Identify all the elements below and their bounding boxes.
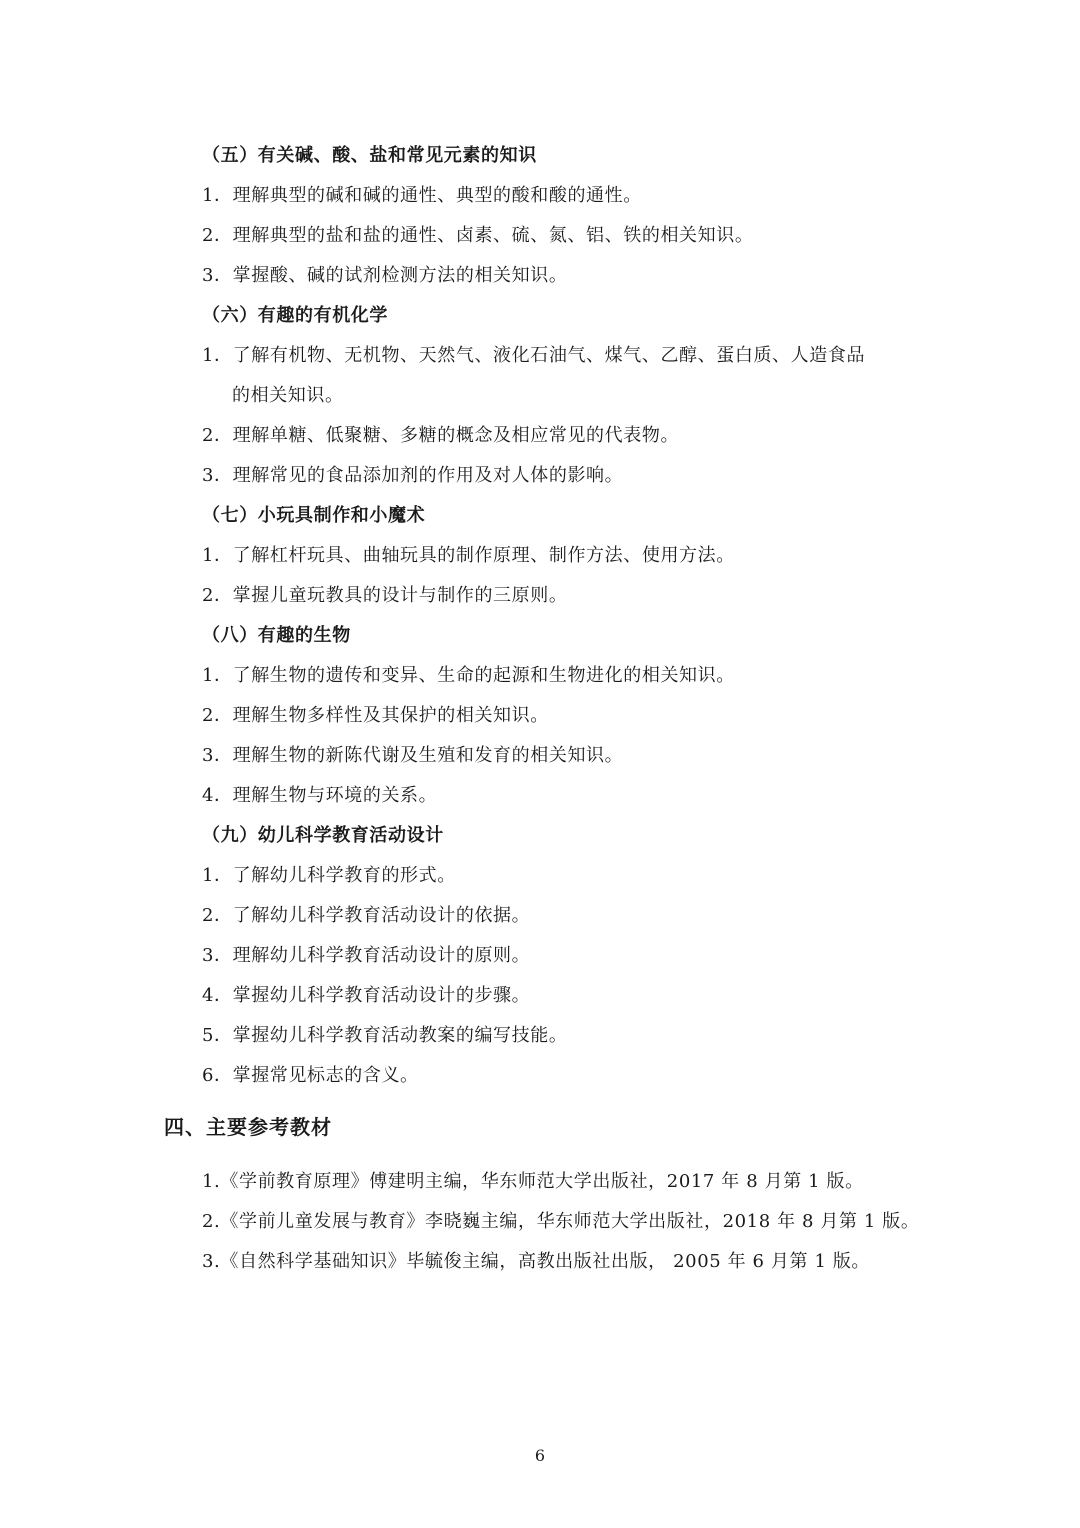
- list-item: 2．了解幼儿科学教育活动设计的依据。: [202, 905, 531, 926]
- list-item: 1．了解生物的遗传和变异、生命的起源和生物进化的相关知识。: [202, 665, 735, 686]
- list-item: 1．了解幼儿科学教育的形式。: [202, 865, 456, 886]
- list-item: 3．理解常见的食品添加剂的作用及对人体的影响。: [202, 465, 624, 486]
- list-item-continuation: 的相关知识。: [232, 385, 344, 406]
- list-item: 3．理解生物的新陈代谢及生殖和发育的相关知识。: [202, 745, 624, 766]
- list-item: 1．了解杠杆玩具、曲轴玩具的制作原理、制作方法、使用方法。: [202, 545, 735, 566]
- chapter-heading-references: 四、主要参考教材: [164, 1115, 332, 1139]
- section-heading-9: （九）幼儿科学教育活动设计: [202, 825, 444, 846]
- list-item: 2．掌握儿童玩教具的设计与制作的三原则。: [202, 585, 568, 606]
- reference-item: 1.《学前教育原理》傅建明主编，华东师范大学出版社，2017 年 8 月第 1 版。: [202, 1171, 864, 1192]
- list-item: 4．理解生物与环境的关系。: [202, 785, 438, 806]
- section-heading-5: （五）有关碱、酸、盐和常见元素的知识: [202, 145, 537, 166]
- reference-item: 3.《自然科学基础知识》毕毓俊主编，高教出版社出版， 2005 年 6 月第 1 版。: [202, 1251, 871, 1272]
- reference-item: 2.《学前儿童发展与教育》李晓巍主编，华东师范大学出版社，2018 年 8 月第 1 版。: [202, 1211, 920, 1232]
- list-item: 3．掌握酸、碱的试剂检测方法的相关知识。: [202, 265, 568, 286]
- section-heading-8: （八）有趣的生物: [202, 625, 351, 646]
- list-item: 5．掌握幼儿科学教育活动教案的编写技能。: [202, 1025, 568, 1046]
- list-item: 1．了解有机物、无机物、天然气、液化石油气、煤气、乙醇、蛋白质、人造食品: [202, 345, 866, 366]
- section-heading-6: （六）有趣的有机化学: [202, 305, 388, 326]
- list-item: 4．掌握幼儿科学教育活动设计的步骤。: [202, 985, 531, 1006]
- page-number: 6: [534, 1446, 546, 1465]
- list-item: 3．理解幼儿科学教育活动设计的原则。: [202, 945, 531, 966]
- list-item: 2．理解典型的盐和盐的通性、卤素、硫、氮、铝、铁的相关知识。: [202, 225, 754, 246]
- list-item: 2．理解单糖、低聚糖、多糖的概念及相应常见的代表物。: [202, 425, 680, 446]
- list-item: 1．理解典型的碱和碱的通性、典型的酸和酸的通性。: [202, 185, 642, 206]
- list-item: 2．理解生物多样性及其保护的相关知识。: [202, 705, 549, 726]
- list-item: 6．掌握常见标志的含义。: [202, 1065, 419, 1086]
- section-heading-7: （七）小玩具制作和小魔术: [202, 505, 426, 526]
